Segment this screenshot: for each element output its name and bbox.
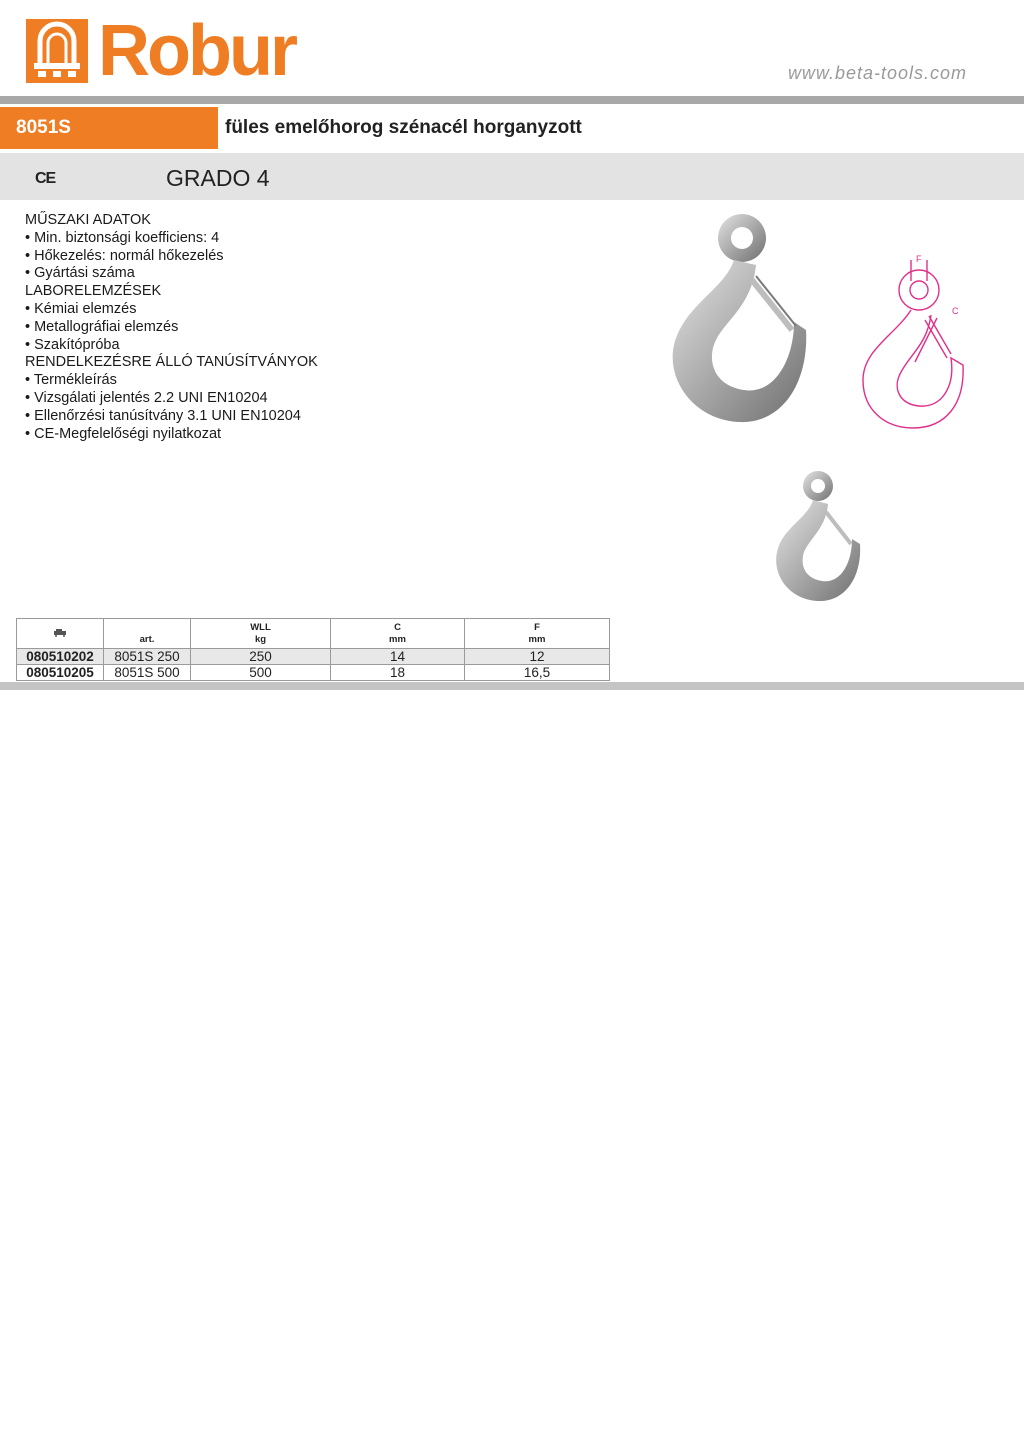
cell-wll: 500 xyxy=(191,665,331,681)
spec-item: • Kémiai elemzés xyxy=(25,300,137,317)
ce-mark: CE xyxy=(35,170,56,187)
table-row xyxy=(17,665,610,681)
footer-divider xyxy=(0,682,1024,690)
cart-icon xyxy=(53,629,67,637)
cell-f: 12 xyxy=(465,649,610,665)
grade-label: GRADO 4 xyxy=(166,165,270,191)
table-header-row xyxy=(17,619,610,649)
table-row xyxy=(17,649,610,665)
spec-item: • Ellenőrzési tanúsítvány 3.1 UNI EN10204 xyxy=(25,407,301,424)
product-table xyxy=(16,618,609,681)
header-f: F mm xyxy=(465,619,610,649)
spec-item: • Min. biztonsági koefficiens: 4 xyxy=(25,229,220,246)
hook-photo-small xyxy=(770,468,865,608)
header-art: art. xyxy=(104,619,191,649)
cell-code: 080510202 xyxy=(17,649,104,665)
diagram-label-f: F xyxy=(916,254,922,264)
header-divider xyxy=(0,96,1024,104)
spec-item: • CE-Megfelelőségi nyilatkozat xyxy=(25,425,222,442)
cell-f: 16,5 xyxy=(465,665,610,681)
spec-item: • Hőkezelés: normál hőkezelés xyxy=(25,247,224,264)
spec-heading: MŰSZAKI ADATOK xyxy=(25,212,151,228)
cell-code: 080510205 xyxy=(17,665,104,681)
cell-wll: 250 xyxy=(191,649,331,665)
cell-c: 18 xyxy=(331,665,465,681)
spec-item: • Termékleírás xyxy=(25,372,117,389)
cell-art: 8051S 500 xyxy=(104,665,191,681)
product-code: 8051S xyxy=(0,107,218,149)
robur-logo-icon xyxy=(26,19,88,83)
spec-item: • Metallográfiai elemzés xyxy=(25,318,179,335)
header-code xyxy=(17,619,104,649)
cell-art: 8051S 250 xyxy=(104,649,191,665)
spec-heading: RENDELKEZÉSRE ÁLLÓ TANÚSÍTVÁNYOK xyxy=(25,354,318,371)
hook-dimension-diagram xyxy=(855,250,975,435)
product-title: füles emelőhorog szénacél horganyzott xyxy=(225,117,582,138)
spec-item: • Gyártási száma xyxy=(25,265,135,282)
spec-heading: LABORELEMZÉSEK xyxy=(25,283,162,300)
diagram-label-c: C xyxy=(952,306,959,316)
hook-photo-large xyxy=(664,210,814,435)
cell-c: 14 xyxy=(331,649,465,665)
brand-name: Robur xyxy=(98,11,295,91)
brand-logo xyxy=(26,11,295,91)
header-c: C mm xyxy=(331,619,465,649)
spec-item: • Vizsgálati jelentés 2.2 UNI EN10204 xyxy=(25,389,268,406)
spec-list xyxy=(25,212,318,443)
spec-item: • Szakítópróba xyxy=(25,336,120,353)
header-wll: WLL kg xyxy=(191,619,331,649)
grade-band xyxy=(0,153,1024,200)
website-link[interactable]: www.beta-tools.com xyxy=(787,63,967,83)
